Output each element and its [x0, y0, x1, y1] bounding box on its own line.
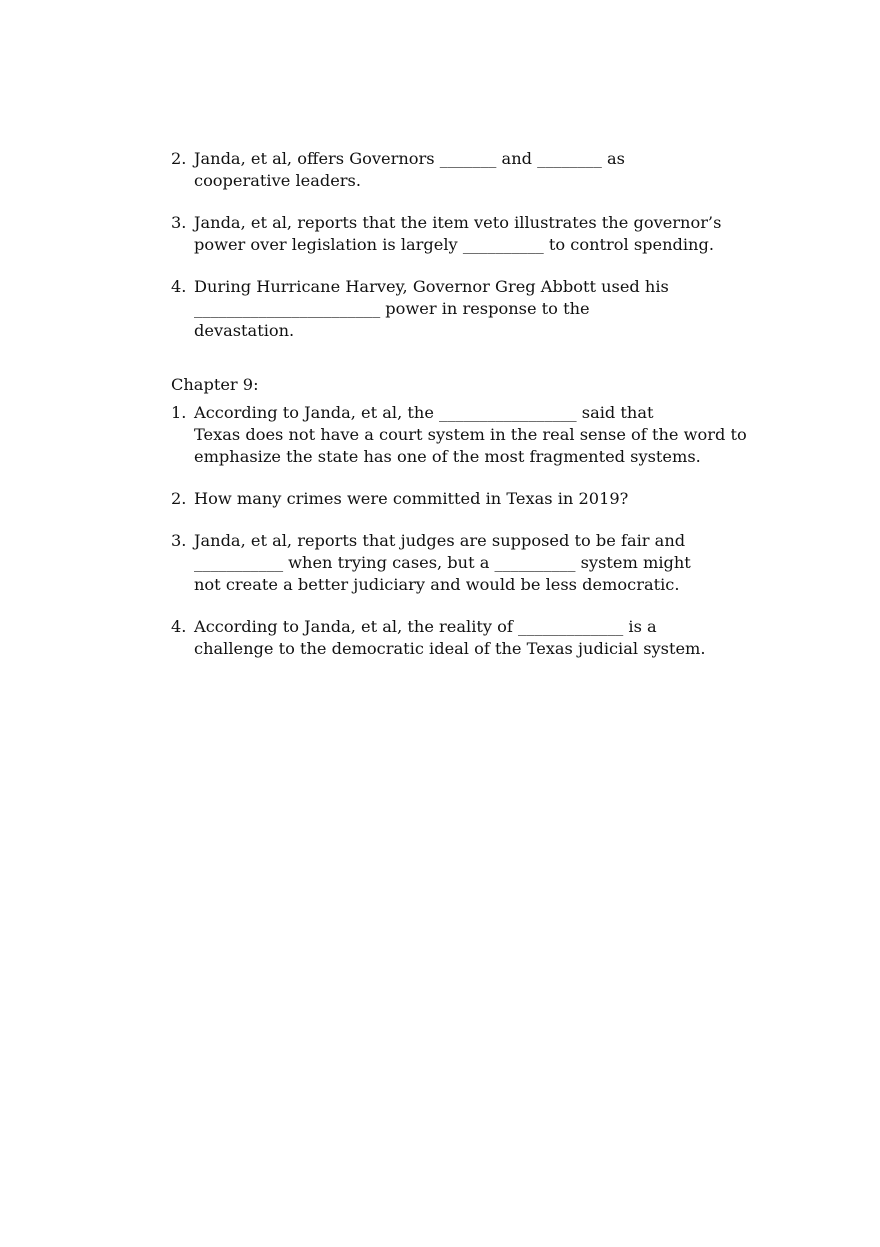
chapter-heading: Chapter 9:	[171, 375, 259, 394]
question-number: 4.	[171, 277, 187, 296]
question-item	[171, 212, 751, 256]
section-spacer	[171, 362, 751, 374]
question-number: 4.	[171, 617, 187, 636]
question-item	[171, 488, 751, 510]
question-number: 2.	[171, 489, 187, 508]
question-number: 3.	[171, 531, 187, 550]
question-text: How many crimes were committed in Texas in 2019?	[194, 489, 629, 508]
question-text: Janda, et al, reports that judges are supposed to be fair and ___________ when trying cases, but a __________ system might not create a better judiciary and would be less democratic.	[194, 531, 691, 594]
question-text: Janda, et al, reports that the item veto illustrates the governor’s power over legislation is largely __________ to control spending.	[194, 213, 722, 254]
question-item	[171, 616, 751, 660]
question-text: According to Janda, et al, the _________________ said that Texas does not have a court system in the real sense of the word to emphasize the state has one of the most fragmented systems.	[194, 403, 747, 466]
chapter-9-questions	[171, 402, 751, 660]
chapter-8-questions	[171, 148, 751, 342]
question-text: According to Janda, et al, the reality of _____________ is a challenge to the democratic ideal of the Texas judicial system.	[194, 617, 706, 658]
question-number: 3.	[171, 213, 187, 232]
question-item	[171, 402, 751, 468]
question-text: During Hurricane Harvey, Governor Greg Abbott used his _______________________ power in response to the devastation.	[194, 277, 669, 340]
document-content	[171, 148, 751, 680]
question-item	[171, 530, 751, 596]
question-item	[171, 276, 751, 342]
question-number: 2.	[171, 149, 187, 168]
question-item	[171, 148, 751, 192]
question-number: 1.	[171, 403, 187, 422]
question-text: Janda, et al, offers Governors _______ and ________ as cooperative leaders.	[194, 149, 625, 190]
